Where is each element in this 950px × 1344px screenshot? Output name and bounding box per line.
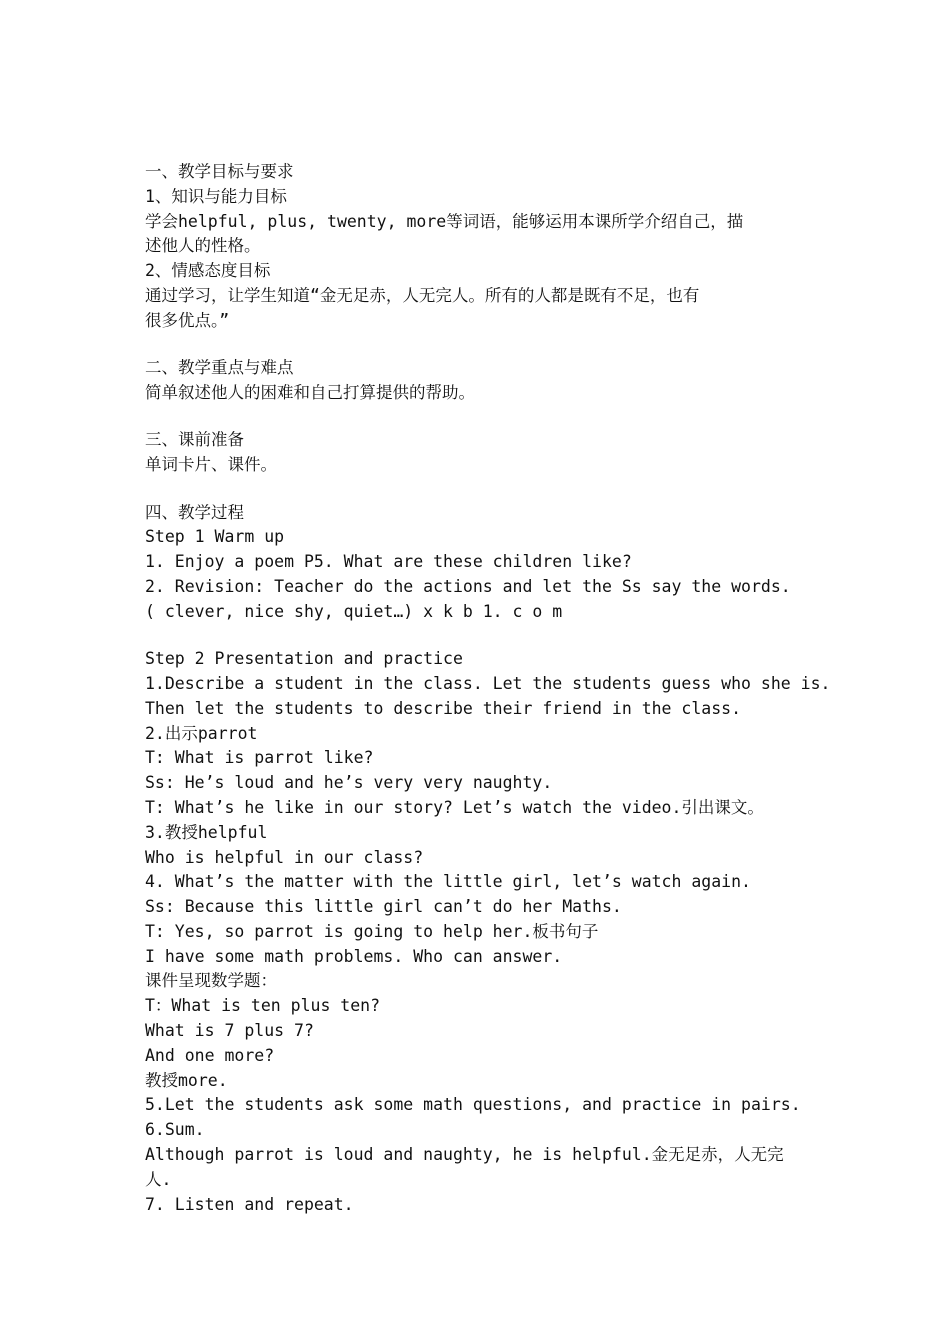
step-heading-presentation: Step 2 Presentation and practice	[145, 649, 463, 669]
paragraph-line: Ss: Because this little girl can’t do her Maths.	[145, 897, 622, 917]
paragraph-line: T: What is parrot like?	[145, 748, 374, 768]
paragraph-line: Then let the students to describe their friend in the class.	[145, 698, 742, 718]
section-heading-preparation: 三、课前准备	[145, 430, 244, 450]
paragraph-line: 教授more.	[145, 1070, 228, 1090]
paragraph-line: 1.Describe a student in the class. Let the students guess who she is.	[145, 673, 831, 693]
paragraph-line: And one more?	[145, 1045, 275, 1065]
paragraph-line: 人.	[145, 1169, 172, 1189]
paragraph-line: 3.教授helpful	[145, 822, 268, 842]
paragraph-line: T: What’s he like in our story? Let’s watch the video.引出课文。	[145, 797, 764, 817]
paragraph-line: ( clever, nice shy, quiet…) x k b 1. c o m	[145, 601, 563, 621]
paragraph-line: 很多优点。”	[145, 310, 230, 330]
paragraph-line: 5.Let the students ask some math questions, and practice in pairs.	[145, 1095, 801, 1115]
paragraph-line: 课件呈现数学题：	[145, 971, 277, 991]
paragraph-line: 简单叙述他人的困难和自己打算提供的帮助。	[145, 382, 475, 402]
paragraph-line: 2.出示parrot	[145, 723, 258, 743]
paragraph-line: Who is helpful in our class?	[145, 847, 424, 867]
paragraph-line: 单词卡片、课件。	[145, 455, 277, 475]
paragraph-line: 6.Sum.	[145, 1120, 205, 1140]
paragraph-line: Ss: He’s loud and he’s very very naughty.	[145, 773, 553, 793]
paragraph-line: 通过学习，让学生知道“金无足赤，人无完人。所有的人都是既有不足，也有	[145, 285, 700, 305]
paragraph-line: What is 7 plus 7?	[145, 1021, 314, 1041]
paragraph-line: T：What is ten plus ten?	[145, 996, 381, 1016]
subheading-attitude: 2、情感态度目标	[145, 261, 271, 281]
paragraph-line: Although parrot is loud and naughty, he is helpful.金无足赤，人无完	[145, 1145, 784, 1165]
blank-line	[145, 334, 825, 357]
paragraph-line: 4. What’s the matter with the little girl, let’s watch again.	[145, 872, 751, 892]
paragraph-line: T: Yes, so parrot is going to help her.板书句子	[145, 921, 599, 941]
section-heading-objectives: 一、教学目标与要求	[145, 162, 294, 181]
paragraph-line: 2. Revision: Teacher do the actions and let the Ss say the words.	[145, 576, 791, 596]
section-heading-key-points: 二、教学重点与难点	[145, 358, 294, 378]
step-heading-warm-up: Step 1 Warm up	[145, 527, 285, 547]
blank-line	[145, 406, 825, 429]
paragraph-line: I have some math problems. Who can answer.	[145, 946, 563, 966]
document-body	[145, 160, 831, 1217]
paragraph-line: 学会helpful, plus, twenty, more等词语，能够运用本课所学介绍自己，描	[145, 211, 744, 231]
section-heading-process: 四、教学过程	[145, 502, 244, 522]
blank-line	[145, 625, 825, 648]
paragraph-line: 7. Listen and repeat.	[145, 1194, 354, 1214]
paragraph-line: 1. Enjoy a poem P5. What are these children like?	[145, 552, 632, 572]
paragraph-line: 述他人的性格。	[145, 236, 261, 256]
blank-line	[145, 478, 825, 501]
subheading-knowledge: 1、知识与能力目标	[145, 186, 287, 206]
